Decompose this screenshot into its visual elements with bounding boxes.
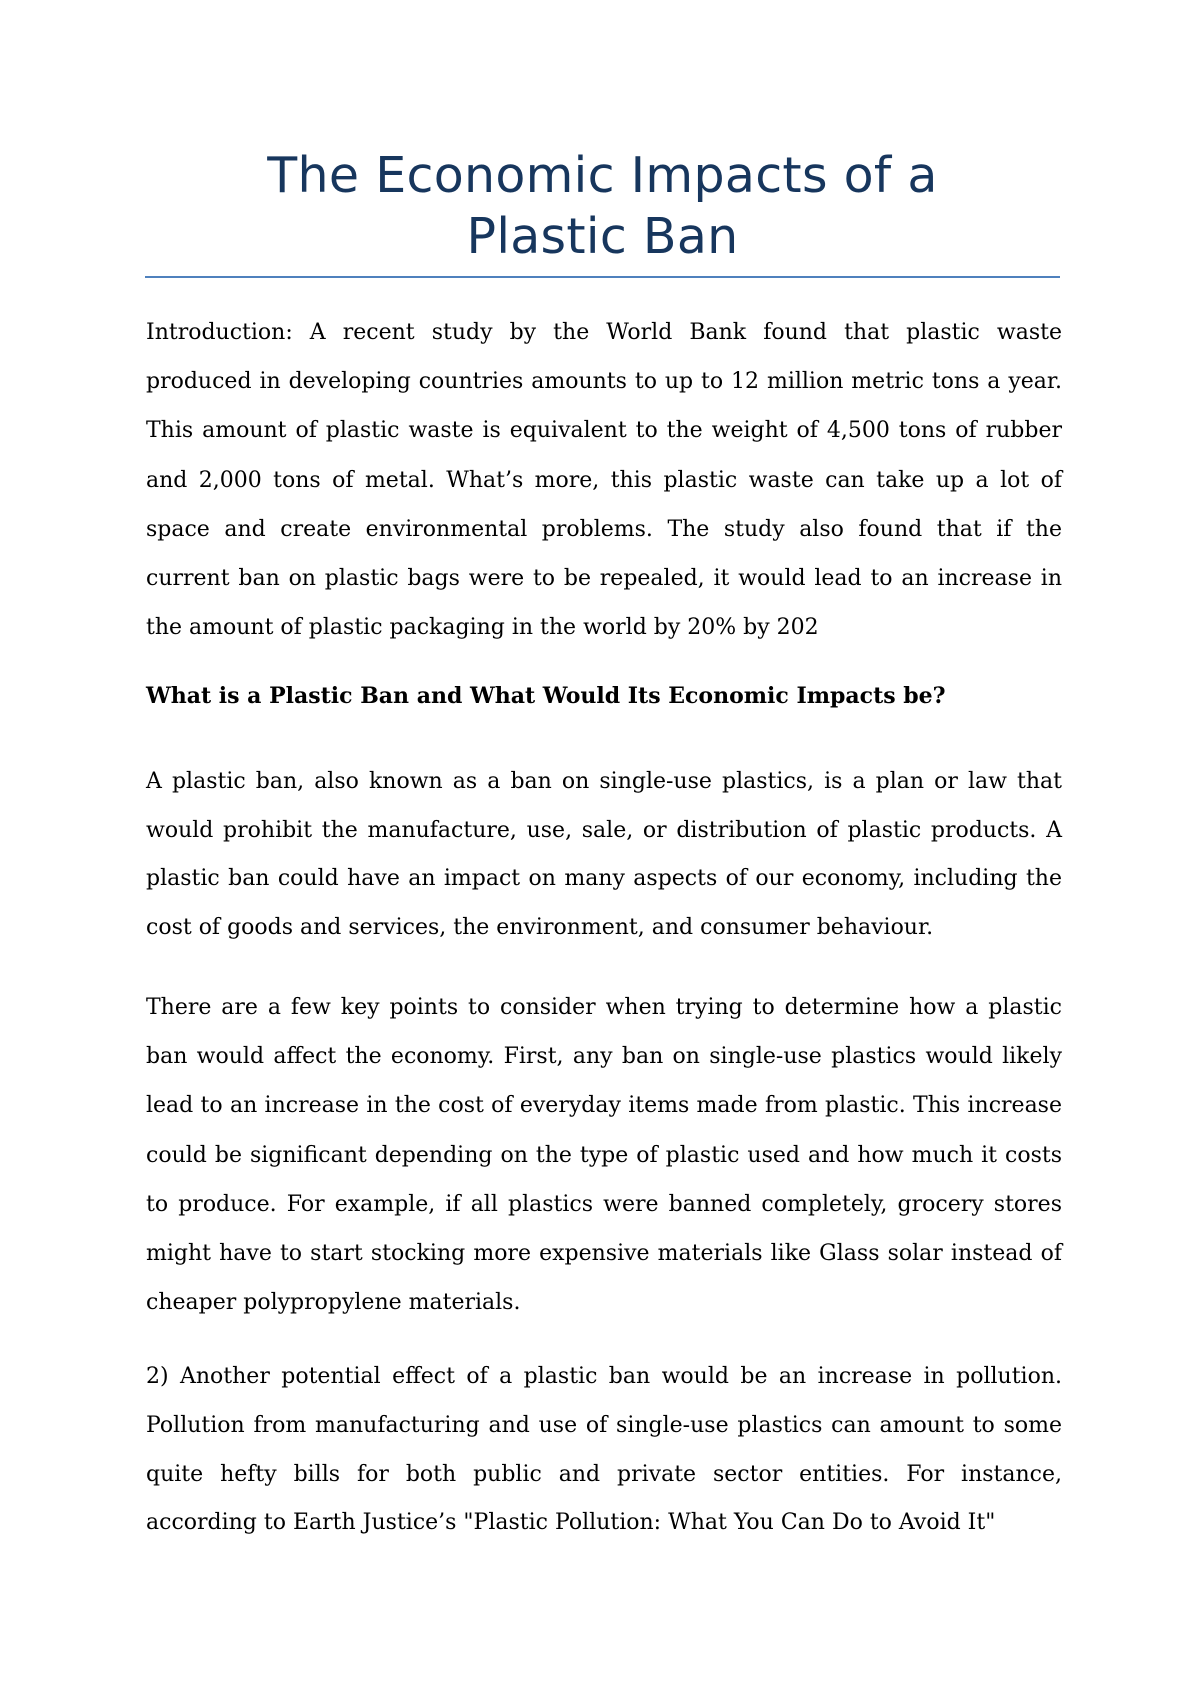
definition-paragraph: A plastic ban, also known as a ban on single-use plastics, is a plan or law that would prohibit the manufacture, use, sale, or distribution of plastic products. A plastic ban could have an impact on many aspects of our economy, including the cost of goods and services, the environment, and consumer behaviour. [146,769,1062,940]
section-heading: What is a Plastic Ban and What Would Its Economic Impacts be? [146,683,946,709]
title-line-2: Plastic Ban [466,208,739,265]
intro-paragraph: Introduction: A recent study by the World Bank found that plastic waste produced in developing countries amounts to up to 12 million metric tons a year. This amount of plastic waste is equivalent to the weight of 4,500 tons of rubber and 2,000 tons of metal. What’s more, this plastic waste can take up a lot of space and create environmental problems. The study also found that if the current ban on plastic bags were to be repealed, it would lead to an increase in the amount of plastic packaging in the world by 20% by 202 [146,320,1062,641]
title-underline-rule [145,276,1060,278]
key-points-paragraph: There are a few key points to consider when trying to determine how a plastic ban would affect the economy. First, any ban on single-use plastics would likely lead to an increase in the cost of everyday items made from plastic. This increase could be significant depending on the type of plastic used and how much it costs to produce. For example, if all plastics were banned completely, grocery stores might have to start stocking more expensive materials like Glass solar instead of cheaper polypropylene materials. [146,995,1062,1316]
document-title [145,145,1060,267]
title-line-1: The Economic Impacts of a [267,147,938,204]
pollution-paragraph: 2) Another potential effect of a plastic ban would be an increase in pollution. Pollution from manufacturing and use of single-use plastics can amount to some quite hefty bills for both public and private sector entities. For instance, according to Earth Justice’s "Plastic Pollution: What You Can Do to Avoid It" [146,1364,1062,1536]
